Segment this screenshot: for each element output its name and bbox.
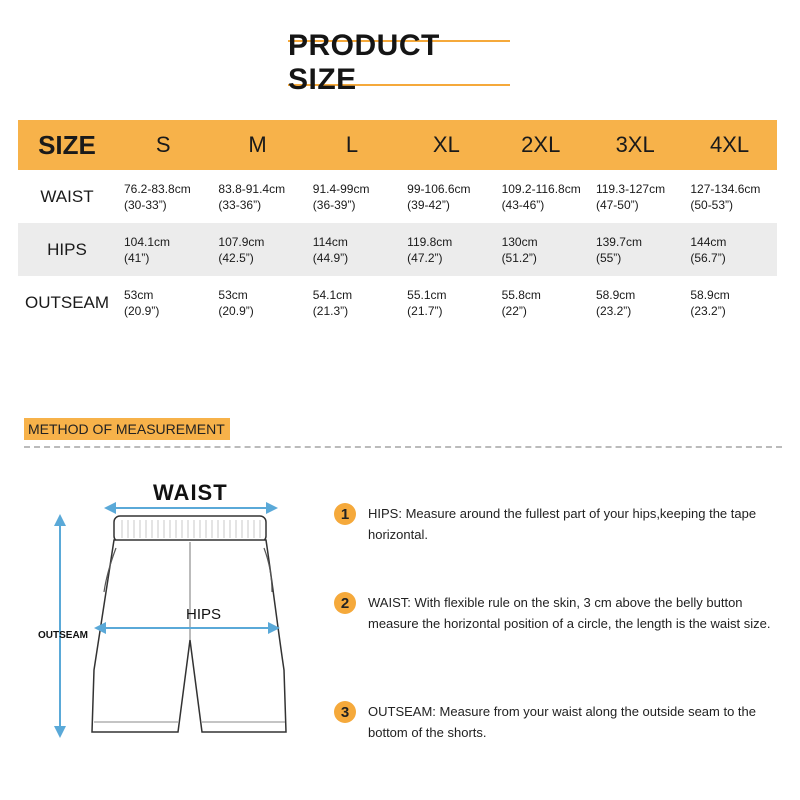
cell-inch: (30-33”)	[124, 197, 167, 212]
cell-inch: (36-39”)	[312, 197, 356, 212]
cell-inch: (50-53”)	[690, 197, 734, 212]
size-xl-header: XL	[432, 132, 460, 157]
cell-cm: 139.7cm	[595, 234, 642, 249]
cell-cm: 144cm	[690, 234, 727, 249]
cell-inch: (21.3”)	[312, 303, 349, 318]
table-cell	[399, 223, 493, 276]
size-s-header: S	[155, 132, 171, 157]
table-cell	[399, 276, 493, 329]
cell-cm: 114cm	[312, 234, 348, 249]
cell-inch: (39-42”)	[407, 197, 450, 212]
table-cell	[588, 276, 682, 329]
table-cell	[305, 223, 399, 276]
table-cell	[116, 223, 210, 276]
step-number-badge: 1	[334, 503, 356, 525]
cell-cm: 109.2-116.8cm	[501, 181, 581, 196]
header-size-label: SIZE	[38, 129, 96, 160]
cell-cm: 53cm	[218, 287, 248, 302]
cell-cm: 83.8-91.4cm	[218, 181, 286, 196]
step-number-badge: 2	[334, 592, 356, 614]
size-m-header: M	[248, 132, 267, 157]
table-cell	[682, 223, 776, 276]
shorts-waistband	[114, 516, 266, 542]
cell-inch: (41”)	[124, 250, 150, 265]
cell-inch: (47-50”)	[595, 197, 639, 212]
table-row-hips	[18, 223, 777, 276]
instruction-text: WAIST: With flexible rule on the skin, 3 cm above the belly button measure the horizontal position of a circle, the length is the waist size.	[368, 595, 771, 631]
cell-inch: (56.7”)	[690, 250, 726, 265]
cell-cm: 99-106.6cm	[407, 181, 471, 196]
cell-inch: (21.7”)	[407, 303, 443, 318]
cell-cm: 91.4-99cm	[312, 181, 370, 196]
shorts-body	[92, 540, 286, 732]
instruction-text: OUTSEAM: Measure from your waist along the outside seam to the bottom of the shorts.	[368, 704, 757, 740]
instruction-text: HIPS: Measure around the fullest part of your hips,keeping the tape horizontal.	[368, 506, 757, 542]
table-cell	[682, 276, 776, 329]
cell-cm: 130cm	[501, 234, 538, 249]
cell-inch: (22”)	[501, 303, 527, 318]
table-cell	[494, 170, 588, 223]
size-2xl-header: 2XL	[521, 132, 561, 157]
step-number-badge: 3	[334, 701, 356, 723]
cell-cm: 127-134.6cm	[690, 181, 761, 196]
shorts-diagram	[0, 460, 320, 780]
table-cell	[210, 223, 304, 276]
page-title: PRODUCT SIZE	[288, 29, 440, 96]
cell-inch: (20.9”)	[124, 303, 160, 318]
size-table	[18, 120, 777, 329]
cell-inch: (23.2”)	[595, 303, 632, 318]
outseam-label: OUTSEAM	[38, 630, 88, 641]
size-3xl-header: 3XL	[615, 132, 655, 157]
cell-inch: (55”)	[595, 250, 622, 265]
cell-cm: 58.9cm	[690, 287, 730, 302]
section-divider	[24, 446, 782, 448]
cell-cm: 55.1cm	[407, 287, 447, 302]
size-l-header: L	[345, 132, 359, 157]
cell-cm: 55.8cm	[501, 287, 541, 302]
cell-inch: (47.2”)	[407, 250, 443, 265]
cell-inch: (44.9”)	[312, 250, 349, 265]
table-header-row	[18, 120, 777, 170]
table-row-outseam	[18, 276, 777, 329]
hips-label: HIPS	[186, 606, 222, 623]
table-cell	[494, 223, 588, 276]
shorts-illustration	[0, 460, 320, 780]
table-cell	[682, 170, 776, 223]
row-label-waist: WAIST	[40, 186, 94, 206]
size-4xl-header: 4XL	[709, 132, 750, 157]
instruction-waist	[334, 592, 784, 634]
method-title: METHOD OF MEASUREMENT	[24, 418, 230, 440]
row-label-outseam: OUTSEAM	[24, 292, 110, 312]
cell-cm: 58.9cm	[595, 287, 636, 302]
page-title-box	[288, 29, 510, 96]
cell-cm: 119.8cm	[407, 234, 453, 249]
instruction-hips	[334, 503, 784, 545]
table-row-waist	[18, 170, 777, 223]
cell-inch: (20.9”)	[218, 303, 254, 318]
table-cell	[305, 170, 399, 223]
cell-cm: 119.3-127cm	[595, 181, 666, 196]
table-cell	[588, 223, 682, 276]
table-cell	[305, 276, 399, 329]
cell-inch: (33-36”)	[218, 197, 262, 212]
waist-label: WAIST	[153, 480, 228, 505]
cell-inch: (43-46”)	[501, 197, 545, 212]
table-cell	[399, 170, 493, 223]
table-cell	[116, 170, 210, 223]
cell-inch: (42.5”)	[218, 250, 254, 265]
cell-inch: (23.2”)	[690, 303, 726, 318]
cell-inch: (51.2”)	[501, 250, 537, 265]
table-cell	[588, 170, 682, 223]
table-cell	[210, 170, 304, 223]
cell-cm: 104.1cm	[124, 234, 171, 249]
table-cell	[494, 276, 588, 329]
table-cell	[210, 276, 304, 329]
cell-cm: 53cm	[124, 287, 154, 302]
cell-cm: 107.9cm	[218, 234, 265, 249]
instruction-outseam	[334, 701, 784, 743]
table-cell	[116, 276, 210, 329]
cell-cm: 54.1cm	[312, 287, 353, 302]
row-label-hips: HIPS	[47, 239, 87, 259]
cell-cm: 76.2-83.8cm	[124, 181, 191, 196]
